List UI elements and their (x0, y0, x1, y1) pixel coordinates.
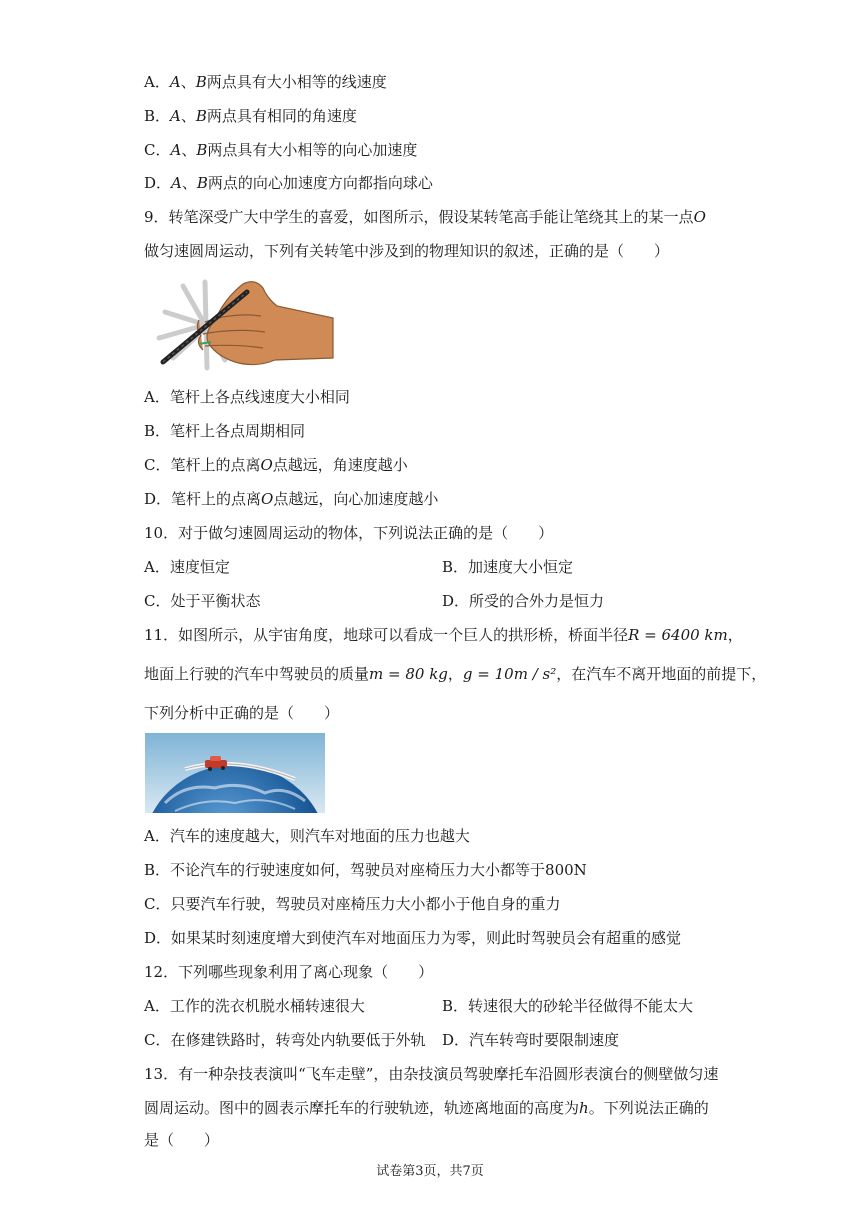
earth-bridge-figure (145, 733, 325, 813)
q9-stem-line2: 做匀速圆周运动，下列有关转笔中涉及到的物理知识的叙述，正确的是（ ） (144, 242, 670, 260)
q8-option-a: A．A、B两点具有大小相等的线速度 (144, 73, 387, 91)
q13-stem-line3: 是（ ） (144, 1131, 220, 1149)
q12-option-b: B．转速很大的砂轮半径做得不能太大 (442, 997, 694, 1015)
q9-stem-line1: 9．转笔深受广大中学生的喜爱，如图所示，假设某转笔高手能让笔绕其上的某一点O (144, 208, 706, 226)
q12-option-c: C．在修建铁路时，转弯处内轨要低于外轨 (144, 1031, 426, 1049)
q11-stem-line1: 11．如图所示，从宇宙角度，地球可以看成一个巨人的拱形桥，桥面半径R = 6400 km， (144, 626, 743, 644)
q9-option-a: A．笔杆上各点线速度大小相同 (144, 388, 350, 406)
q9-option-d: D．笔杆上的点离O点越远，向心加速度越小 (144, 490, 439, 508)
q11-stem-line2: 地面上行驶的汽车中驾驶员的质量m = 80 kg，g = 10m / s²，在汽车不离开地面的前提下， (144, 665, 767, 683)
q13-stem-line2: 圆周运动。图中的圆表示摩托车的行驶轨迹，轨迹离地面的高度为h。下列说法正确的 (144, 1099, 709, 1117)
q11-option-b: B．不论汽车的行驶速度如何，驾驶员对座椅压力大小都等于800N (144, 861, 587, 879)
q11-option-c: C．只要汽车行驶，驾驶员对座椅压力大小都小于他自身的重力 (144, 895, 561, 913)
page-footer: 试卷第3页，共7页 (376, 1164, 484, 1179)
q8-option-d: D．A、B两点的向心加速度方向都指向球心 (144, 174, 433, 192)
q8-option-c: C．A、B两点具有大小相等的向心加速度 (144, 141, 418, 159)
q11-option-a: A．汽车的速度越大，则汽车对地面的压力也越大 (144, 827, 470, 845)
q10-stem: 10．对于做匀速圆周运动的物体，下列说法正确的是（ ） (144, 524, 554, 542)
q10-option-c: C．处于平衡状态 (144, 592, 261, 610)
q12-option-d: D．汽车转弯时要限制速度 (442, 1031, 620, 1049)
q10-option-d: D．所受的合外力是恒力 (442, 592, 605, 610)
q9-option-b: B．笔杆上各点周期相同 (144, 422, 306, 440)
q10-option-a: A．速度恒定 (144, 558, 230, 576)
q11-stem-line3: 下列分析中正确的是（ ） (144, 704, 340, 722)
q10-option-b: B．加速度大小恒定 (442, 558, 574, 576)
q8-option-b: B．A、B两点具有相同的角速度 (144, 107, 357, 125)
q9-option-c: C．笔杆上的点离O点越远，角速度越小 (144, 456, 408, 474)
pen-spinning-hand-figure (155, 278, 335, 372)
q10-row1 (144, 557, 230, 577)
q12-stem: 12．下列哪些现象利用了离心现象（ ） (144, 963, 434, 981)
q12-option-a: A．工作的洗衣机脱水桶转速很大 (144, 997, 365, 1015)
q13-stem-line1: 13．有一种杂技表演叫“飞车走壁”，由杂技演员驾驶摩托车沿圆形表演台的侧壁做匀速 (144, 1065, 719, 1083)
q11-option-d: D．如果某时刻速度增大到使汽车对地面压力为零，则此时驾驶员会有超重的感觉 (144, 929, 682, 947)
